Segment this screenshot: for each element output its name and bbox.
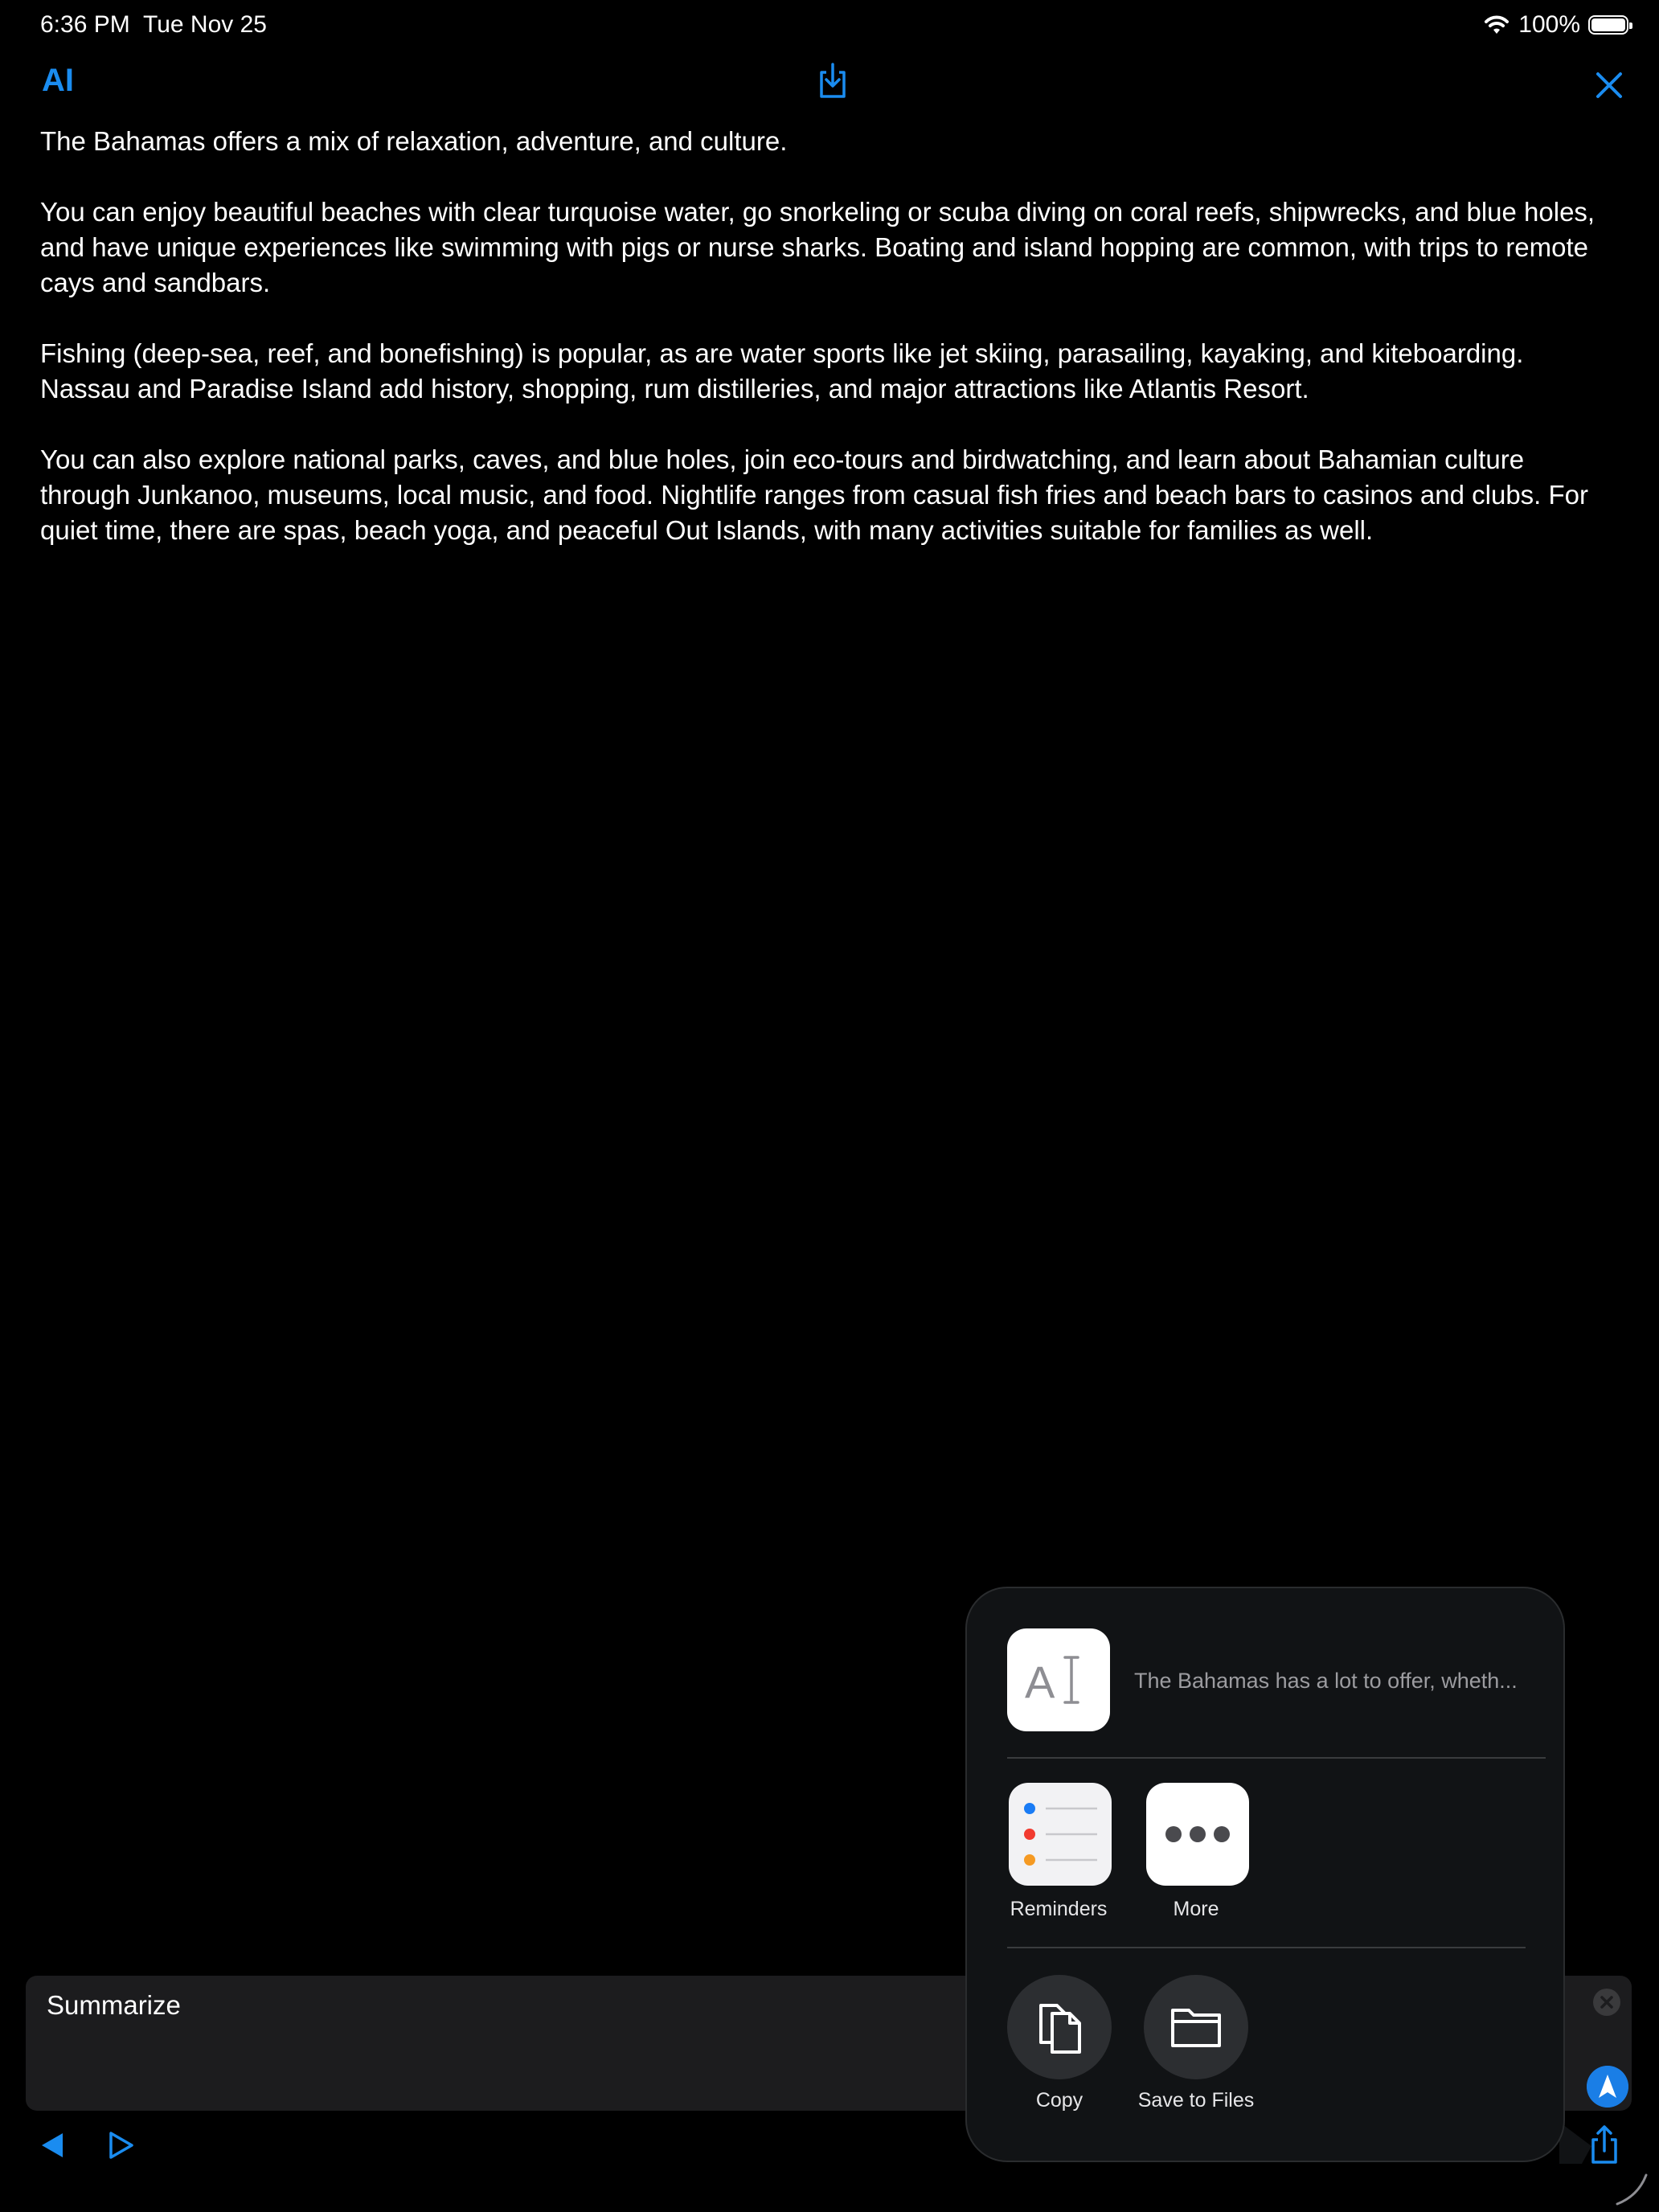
folder-icon [1144,1975,1248,2079]
clear-icon[interactable] [1593,1989,1620,2016]
battery-percent: 100% [1518,11,1580,38]
status-right [1483,11,1628,39]
download-icon[interactable] [817,63,849,100]
text-preview-icon [1007,1628,1110,1731]
more-icon[interactable] [1146,1783,1249,1886]
response-paragraph: You can enjoy beautiful beaches with clear turquoise water, go snorkeling or scuba diving on coral reefs, shipwrecks, and blue holes, and have unique experiences like swimming with pigs or nurse sharks. Boating and island hopping are common, with trips to remote cays and sandbars. [40,197,1596,297]
page-title: AI [42,63,74,98]
battery-icon [1588,15,1628,35]
share-preview-text: The Bahamas has a lot to offer, wheth... [1134,1669,1518,1693]
copy-label: Copy [1035,2089,1083,2112]
share-icon[interactable] [1587,2122,1622,2167]
divider [1007,1757,1546,1759]
save-to-files-button[interactable] [1144,1975,1248,2079]
status-time: 6:36 PM [40,11,130,38]
next-icon[interactable] [106,2130,137,2161]
status-bar [0,0,1659,51]
svg-text:A: A [1025,1657,1055,1707]
status-date: Tue Nov 25 [143,11,267,38]
send-icon[interactable] [1587,2066,1628,2108]
prompt-text: Summarize [47,1990,181,2020]
response-paragraph: The Bahamas offers a mix of relaxation, adventure, and culture. [40,126,788,156]
reminders-icon[interactable] [1009,1783,1112,1886]
resize-handle-icon [1614,2172,1649,2207]
reminders-label: Reminders [1010,1898,1108,1920]
response-paragraph: You can also explore national parks, caves, and blue holes, join eco-tours and birdwatching, and learn about Bahamian culture through Junkanoo, museums, local music, and food. Nightlife ranges from casual fish fries and beach bars to casinos and clubs. For quiet time, there are spas, beach yoga, and peaceful Out Islands, with many activities suitable for families as well. [40,444,1589,545]
save-to-files-label: Save to Files [1137,2089,1255,2112]
copy-button[interactable] [1007,1975,1112,2079]
more-label: More [1173,1898,1219,1920]
close-icon[interactable] [1591,68,1627,103]
copy-icon [1007,1975,1112,2079]
divider [1007,1947,1526,1948]
response-paragraph: Fishing (deep-sea, reef, and bonefishing) is popular, as are water sports like jet skiing, parasailing, kayaking, and kiteboarding. Nassau and Paradise Island add history, shopping, rum distilleries, and major attractions like Atlantis Resort. [40,338,1524,403]
response-text [40,124,1616,584]
wifi-icon [1483,14,1510,35]
previous-icon[interactable] [37,2130,68,2161]
